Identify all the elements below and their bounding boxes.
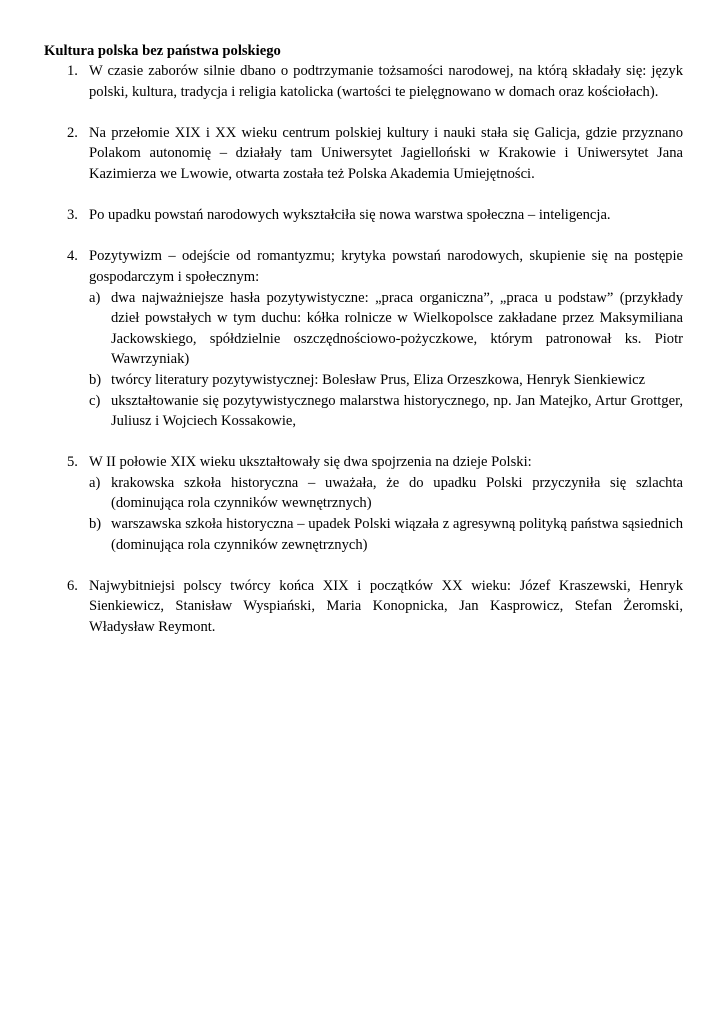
sublist-item-letter: a) [89,289,101,306]
list-item-2 [44,123,683,185]
sublist-item-text: twórcy literatury pozytywistycznej: Bolesław Prus, Eliza Orzeszkowa, Henryk Sienkiewicz [111,371,646,388]
sublist-item-text: ukształtowanie się pozytywistycznego malarstwa historycznego, np. Jan Matejko, Artur Grottger, Juliusz i Wojciech Kossakowie, [111,392,683,430]
list-item-text: Najwybitniejsi polscy twórcy końca XIX i początków XX wieku: Józef Kraszewski, Henryk Sienkiewicz, Stanisław Wyspiański, Maria Konopnicka, Jan Kasprowicz, Stefan Żeromski, Władysław Reymont. [89,577,683,636]
numbered-list [44,61,683,638]
document-title: Kultura polska bez państwa polskiego [44,43,281,59]
list-item-number: 3. [67,207,78,224]
list-item-6 [44,576,683,638]
list-item-4 [44,246,683,431]
sublist-item-text: dwa najważniejsze hasła pozytywistyczne: „praca organiczna”, „praca u podstaw” (przykłady dzieł powstałych w tym duchu: kółka rolnicze w Wielkopolsce zakładane przez Maksymiliana Jackowskiego, spółdzielnie oszczędnościowo-pożyczkowe, którym patronował ks. Piotr Wawrzyniak) [111,289,683,368]
list-item-number: 5. [67,454,78,471]
lettered-sublist [89,288,683,432]
sublist-item-b [89,514,683,555]
list-item-number: 6. [67,577,78,594]
sublist-item-b [89,370,683,391]
list-item-5 [44,452,683,555]
list-item-text: Pozytywizm – odejście od romantyzmu; krytyka powstań narodowych, skupienie się na postępie gospodarczym i społecznym: [89,248,683,285]
sublist-item-text: warszawska szkoła historyczna – upadek Polski wiązała z agresywną polityką państwa sąsiednich (dominująca rola czynników zewnętrznych) [111,516,683,553]
list-item-number: 1. [67,63,78,79]
sublist-item-text: krakowska szkoła historyczna – uważała, że do upadku Polski przyczyniła się szlachta (dominująca rola czynników wewnętrznych) [111,474,683,512]
sublist-item-a [89,473,683,514]
sublist-item-letter: a) [89,474,101,491]
sublist-item-c [89,391,683,432]
list-item-text: Po upadku powstań narodowych wykształciła się nowa warstwa społeczna – inteligencja. [89,207,611,224]
sublist-item-letter: c) [89,392,101,409]
sublist-item-letter: b) [89,371,102,388]
list-item-number: 2. [67,124,78,141]
list-item-3 [44,205,683,226]
list-item-number: 4. [67,248,78,265]
document-content [44,41,683,658]
list-item-text: W czasie zaborów silnie dbano o podtrzymanie tożsamości narodowej, na którą składały się: język polski, kultura, tradycja i religia katolicka (wartości te pielęgnowano w domach oraz kościołach). [89,63,683,100]
list-item-text: W II połowie XIX wieku ukształtowały się dwa spojrzenia na dzieje Polski: [89,454,532,471]
sublist-item-a [89,288,683,370]
sublist-item-letter: b) [89,516,102,533]
lettered-sublist [89,473,683,555]
list-item-1 [44,61,683,102]
list-item-text: Na przełomie XIX i XX wieku centrum polskiej kultury i nauki stała się Galicja, gdzie przyznano Polakom autonomię – działały tam Uniwersytet Jagielloński w Krakowie i Uniwersytet Jana Kazimierza we Lwowie, otwarta została też Polska Akademia Umiejętności. [89,124,683,182]
